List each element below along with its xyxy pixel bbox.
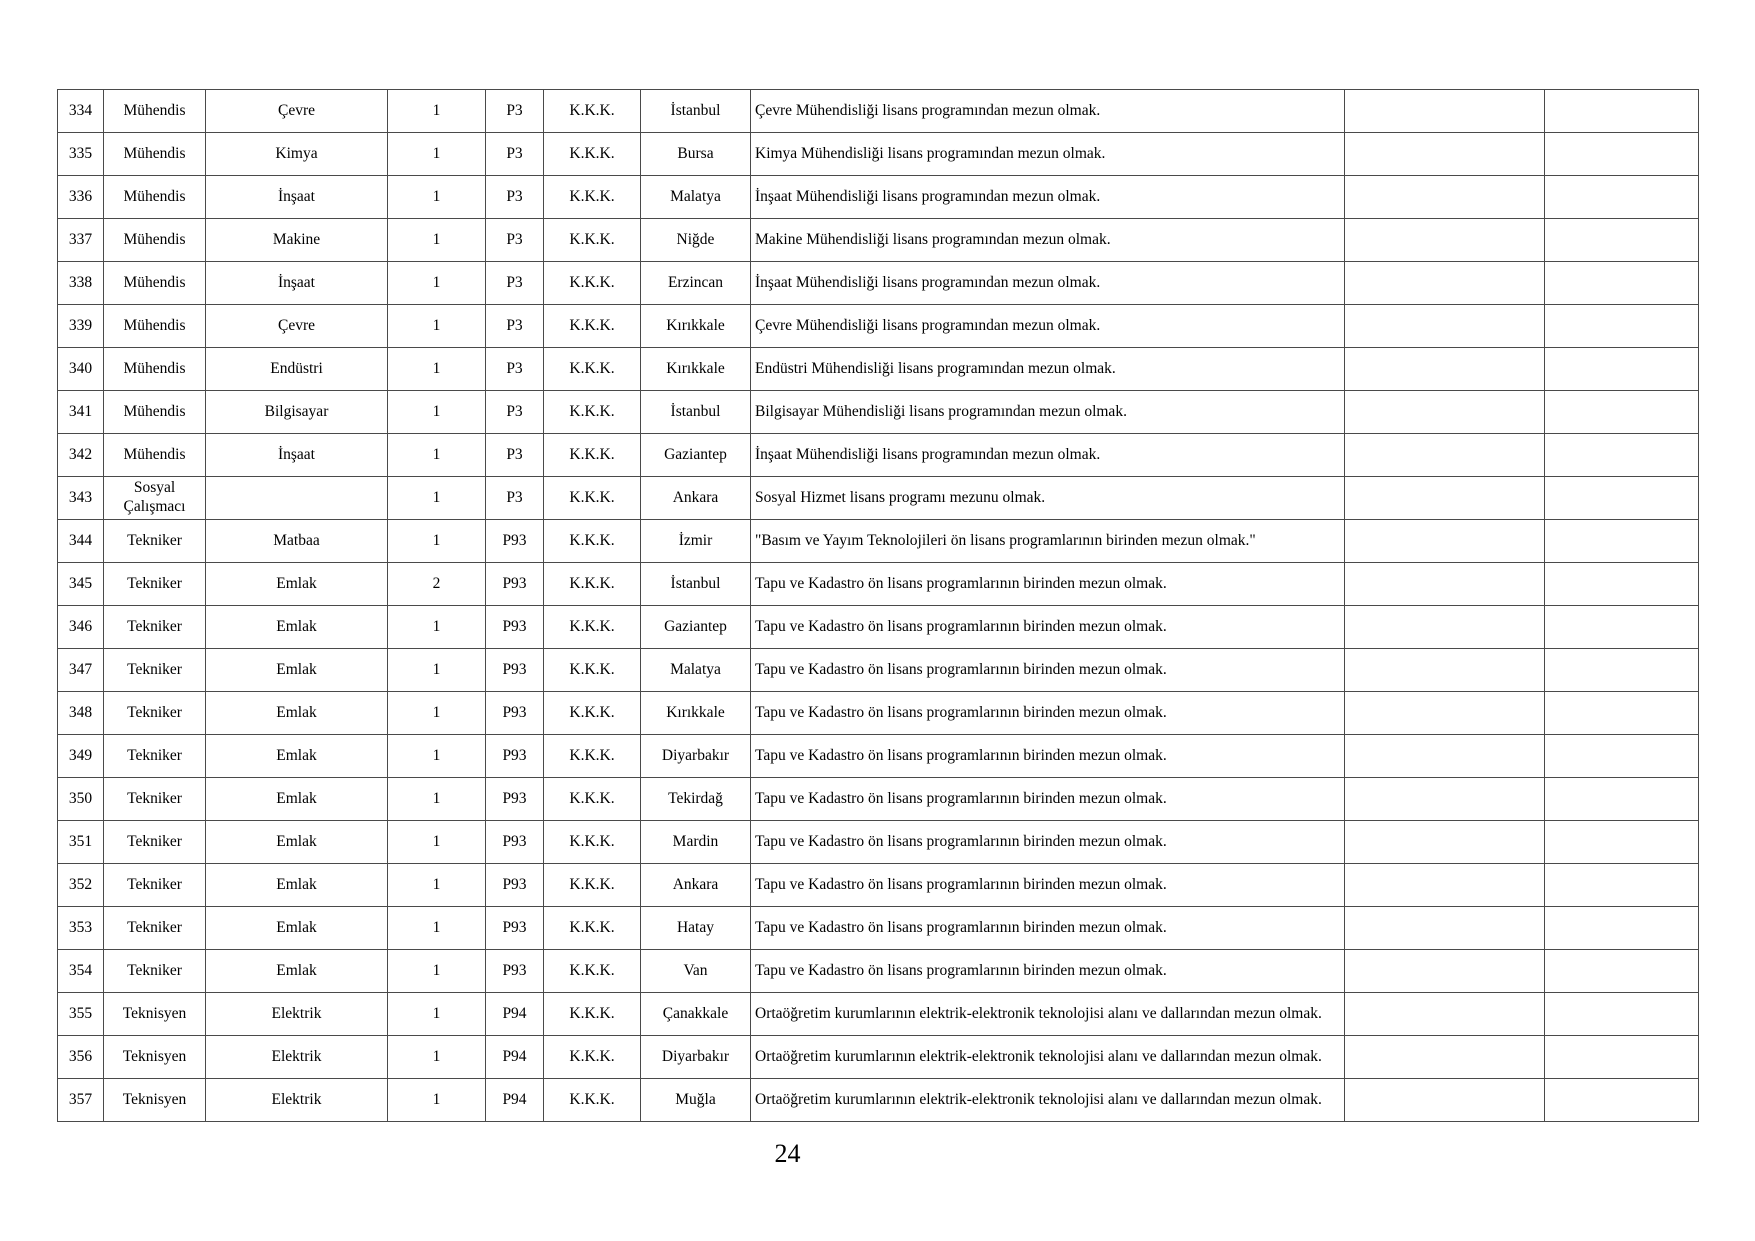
listing-table-container: [57, 89, 1698, 1122]
cell-bos-sutun-2: [1545, 262, 1699, 305]
cell-kurum: K.K.K.: [544, 907, 641, 950]
cell-unvan: Mühendis: [104, 434, 206, 477]
cell-sira-no: 344: [58, 520, 104, 563]
cell-puan-turu: P94: [486, 993, 544, 1036]
cell-sira-no: 351: [58, 821, 104, 864]
cell-aranan-nitelik: Çevre Mühendisliği lisans programından mezun olmak.: [751, 90, 1345, 133]
cell-unvan: Teknisyen: [104, 1036, 206, 1079]
cell-unvan: Tekniker: [104, 950, 206, 993]
cell-aranan-nitelik: Tapu ve Kadastro ön lisans programlarının birinden mezun olmak.: [751, 907, 1345, 950]
cell-adet: 1: [388, 262, 486, 305]
cell-bos-sutun-2: [1545, 305, 1699, 348]
table-row: [58, 391, 1699, 434]
cell-brans: Elektrik: [206, 993, 388, 1036]
cell-puan-turu: P93: [486, 821, 544, 864]
cell-il: Bursa: [641, 133, 751, 176]
cell-brans: Matbaa: [206, 520, 388, 563]
cell-puan-turu: P93: [486, 907, 544, 950]
cell-brans: Emlak: [206, 692, 388, 735]
cell-adet: 1: [388, 821, 486, 864]
cell-brans: Emlak: [206, 606, 388, 649]
cell-il: İzmir: [641, 520, 751, 563]
cell-il: İstanbul: [641, 90, 751, 133]
cell-adet: 1: [388, 1036, 486, 1079]
cell-il: Muğla: [641, 1079, 751, 1122]
cell-puan-turu: P93: [486, 692, 544, 735]
cell-aranan-nitelik: Tapu ve Kadastro ön lisans programlarının birinden mezun olmak.: [751, 649, 1345, 692]
cell-kurum: K.K.K.: [544, 176, 641, 219]
cell-adet: 2: [388, 563, 486, 606]
cell-puan-turu: P3: [486, 176, 544, 219]
cell-bos-sutun-2: [1545, 950, 1699, 993]
cell-bos-sutun-1: [1345, 1079, 1545, 1122]
table-row: [58, 563, 1699, 606]
cell-il: Hatay: [641, 907, 751, 950]
cell-adet: 1: [388, 477, 486, 520]
table-row: [58, 477, 1699, 520]
cell-puan-turu: P3: [486, 219, 544, 262]
table-row: [58, 434, 1699, 477]
cell-aranan-nitelik: Ortaöğretim kurumlarının elektrik-elektronik teknolojisi alanı ve dallarından mezun olmak.: [751, 1079, 1345, 1122]
cell-bos-sutun-1: [1345, 563, 1545, 606]
table-row: [58, 735, 1699, 778]
cell-bos-sutun-2: [1545, 520, 1699, 563]
cell-puan-turu: P94: [486, 1036, 544, 1079]
cell-brans: Emlak: [206, 864, 388, 907]
cell-il: Çanakkale: [641, 993, 751, 1036]
cell-bos-sutun-1: [1345, 692, 1545, 735]
listing-table-body: [58, 90, 1699, 1122]
cell-unvan: Tekniker: [104, 606, 206, 649]
cell-sira-no: 349: [58, 735, 104, 778]
cell-kurum: K.K.K.: [544, 993, 641, 1036]
cell-sira-no: 350: [58, 778, 104, 821]
table-row: [58, 90, 1699, 133]
cell-il: Gaziantep: [641, 434, 751, 477]
cell-unvan: Tekniker: [104, 735, 206, 778]
cell-bos-sutun-2: [1545, 391, 1699, 434]
cell-brans: Emlak: [206, 950, 388, 993]
cell-brans: İnşaat: [206, 262, 388, 305]
table-row: [58, 520, 1699, 563]
cell-adet: 1: [388, 778, 486, 821]
cell-kurum: K.K.K.: [544, 520, 641, 563]
cell-il: İstanbul: [641, 391, 751, 434]
cell-adet: 1: [388, 864, 486, 907]
cell-aranan-nitelik: Tapu ve Kadastro ön lisans programlarının birinden mezun olmak.: [751, 864, 1345, 907]
cell-adet: 1: [388, 735, 486, 778]
cell-sira-no: 354: [58, 950, 104, 993]
table-row: [58, 176, 1699, 219]
table-row: [58, 907, 1699, 950]
cell-sira-no: 347: [58, 649, 104, 692]
cell-puan-turu: P93: [486, 778, 544, 821]
cell-kurum: K.K.K.: [544, 90, 641, 133]
cell-unvan: Tekniker: [104, 649, 206, 692]
cell-kurum: K.K.K.: [544, 434, 641, 477]
cell-sira-no: 348: [58, 692, 104, 735]
cell-brans: Çevre: [206, 90, 388, 133]
cell-kurum: K.K.K.: [544, 606, 641, 649]
cell-il: Malatya: [641, 649, 751, 692]
cell-sira-no: 343: [58, 477, 104, 520]
cell-kurum: K.K.K.: [544, 133, 641, 176]
cell-puan-turu: P93: [486, 520, 544, 563]
cell-adet: 1: [388, 219, 486, 262]
page-number: 24: [774, 1139, 801, 1168]
cell-kurum: K.K.K.: [544, 262, 641, 305]
cell-brans: Emlak: [206, 821, 388, 864]
cell-aranan-nitelik: İnşaat Mühendisliği lisans programından mezun olmak.: [751, 262, 1345, 305]
cell-adet: 1: [388, 692, 486, 735]
table-row: [58, 950, 1699, 993]
cell-bos-sutun-2: [1545, 821, 1699, 864]
cell-bos-sutun-2: [1545, 219, 1699, 262]
cell-unvan: Teknisyen: [104, 1079, 206, 1122]
cell-sira-no: 340: [58, 348, 104, 391]
cell-il: Kırıkkale: [641, 348, 751, 391]
cell-brans: Elektrik: [206, 1079, 388, 1122]
cell-bos-sutun-1: [1345, 993, 1545, 1036]
cell-puan-turu: P93: [486, 864, 544, 907]
cell-adet: 1: [388, 907, 486, 950]
cell-bos-sutun-1: [1345, 133, 1545, 176]
table-row: [58, 262, 1699, 305]
cell-unvan: Mühendis: [104, 219, 206, 262]
cell-bos-sutun-1: [1345, 606, 1545, 649]
cell-bos-sutun-1: [1345, 434, 1545, 477]
cell-aranan-nitelik: Bilgisayar Mühendisliği lisans programından mezun olmak.: [751, 391, 1345, 434]
table-row: [58, 606, 1699, 649]
cell-bos-sutun-1: [1345, 950, 1545, 993]
cell-bos-sutun-2: [1545, 133, 1699, 176]
table-row: [58, 305, 1699, 348]
cell-puan-turu: P93: [486, 606, 544, 649]
cell-sira-no: 336: [58, 176, 104, 219]
cell-il: Ankara: [641, 864, 751, 907]
cell-bos-sutun-1: [1345, 907, 1545, 950]
cell-il: Malatya: [641, 176, 751, 219]
table-row: [58, 993, 1699, 1036]
cell-adet: 1: [388, 520, 486, 563]
cell-aranan-nitelik: Endüstri Mühendisliği lisans programından mezun olmak.: [751, 348, 1345, 391]
cell-aranan-nitelik: "Basım ve Yayım Teknolojileri ön lisans programlarının birinden mezun olmak.": [751, 520, 1345, 563]
cell-aranan-nitelik: Çevre Mühendisliği lisans programından mezun olmak.: [751, 305, 1345, 348]
cell-unvan: Tekniker: [104, 692, 206, 735]
cell-brans: Emlak: [206, 907, 388, 950]
cell-unvan: Mühendis: [104, 348, 206, 391]
cell-bos-sutun-1: [1345, 778, 1545, 821]
cell-sira-no: 356: [58, 1036, 104, 1079]
cell-bos-sutun-2: [1545, 477, 1699, 520]
cell-bos-sutun-2: [1545, 864, 1699, 907]
cell-kurum: K.K.K.: [544, 864, 641, 907]
cell-bos-sutun-2: [1545, 1079, 1699, 1122]
cell-unvan: Tekniker: [104, 907, 206, 950]
cell-adet: 1: [388, 133, 486, 176]
cell-aranan-nitelik: Ortaöğretim kurumlarının elektrik-elektronik teknolojisi alanı ve dallarından mezun olmak.: [751, 993, 1345, 1036]
cell-adet: 1: [388, 176, 486, 219]
cell-bos-sutun-1: [1345, 176, 1545, 219]
table-row: [58, 778, 1699, 821]
cell-il: Gaziantep: [641, 606, 751, 649]
cell-bos-sutun-2: [1545, 692, 1699, 735]
cell-sira-no: 334: [58, 90, 104, 133]
cell-puan-turu: P3: [486, 262, 544, 305]
cell-adet: 1: [388, 993, 486, 1036]
cell-unvan: Tekniker: [104, 778, 206, 821]
cell-brans: İnşaat: [206, 176, 388, 219]
cell-bos-sutun-2: [1545, 90, 1699, 133]
cell-puan-turu: P93: [486, 649, 544, 692]
cell-bos-sutun-2: [1545, 907, 1699, 950]
cell-aranan-nitelik: Tapu ve Kadastro ön lisans programlarının birinden mezun olmak.: [751, 606, 1345, 649]
cell-il: İstanbul: [641, 563, 751, 606]
cell-sira-no: 353: [58, 907, 104, 950]
cell-bos-sutun-1: [1345, 864, 1545, 907]
cell-kurum: K.K.K.: [544, 821, 641, 864]
cell-il: Kırıkkale: [641, 305, 751, 348]
cell-aranan-nitelik: İnşaat Mühendisliği lisans programından mezun olmak.: [751, 176, 1345, 219]
cell-bos-sutun-1: [1345, 821, 1545, 864]
cell-il: Niğde: [641, 219, 751, 262]
cell-unvan: Sosyal Çalışmacı: [104, 477, 206, 520]
cell-il: Ankara: [641, 477, 751, 520]
cell-bos-sutun-2: [1545, 606, 1699, 649]
cell-adet: 1: [388, 606, 486, 649]
cell-aranan-nitelik: Tapu ve Kadastro ön lisans programlarının birinden mezun olmak.: [751, 821, 1345, 864]
cell-kurum: K.K.K.: [544, 391, 641, 434]
cell-adet: 1: [388, 1079, 486, 1122]
cell-kurum: K.K.K.: [544, 348, 641, 391]
cell-sira-no: 355: [58, 993, 104, 1036]
cell-brans: Kimya: [206, 133, 388, 176]
cell-unvan: Mühendis: [104, 391, 206, 434]
cell-puan-turu: P3: [486, 90, 544, 133]
table-row: [58, 348, 1699, 391]
cell-bos-sutun-2: [1545, 778, 1699, 821]
cell-brans: Emlak: [206, 649, 388, 692]
cell-sira-no: 345: [58, 563, 104, 606]
cell-kurum: K.K.K.: [544, 477, 641, 520]
cell-unvan: Mühendis: [104, 305, 206, 348]
cell-aranan-nitelik: Ortaöğretim kurumlarının elektrik-elektronik teknolojisi alanı ve dallarından mezun olmak.: [751, 1036, 1345, 1079]
cell-kurum: K.K.K.: [544, 563, 641, 606]
cell-aranan-nitelik: Tapu ve Kadastro ön lisans programlarının birinden mezun olmak.: [751, 950, 1345, 993]
cell-bos-sutun-1: [1345, 1036, 1545, 1079]
cell-sira-no: 337: [58, 219, 104, 262]
table-row: [58, 133, 1699, 176]
cell-adet: 1: [388, 950, 486, 993]
cell-unvan: Teknisyen: [104, 993, 206, 1036]
cell-sira-no: 341: [58, 391, 104, 434]
cell-brans: Emlak: [206, 563, 388, 606]
cell-unvan: Tekniker: [104, 821, 206, 864]
cell-adet: 1: [388, 391, 486, 434]
cell-kurum: K.K.K.: [544, 1036, 641, 1079]
cell-adet: 1: [388, 305, 486, 348]
cell-bos-sutun-1: [1345, 262, 1545, 305]
cell-aranan-nitelik: İnşaat Mühendisliği lisans programından mezun olmak.: [751, 434, 1345, 477]
cell-puan-turu: P94: [486, 1079, 544, 1122]
cell-sira-no: 342: [58, 434, 104, 477]
cell-brans: Emlak: [206, 735, 388, 778]
cell-sira-no: 339: [58, 305, 104, 348]
cell-aranan-nitelik: Tapu ve Kadastro ön lisans programlarının birinden mezun olmak.: [751, 563, 1345, 606]
table-row: [58, 821, 1699, 864]
cell-il: Erzincan: [641, 262, 751, 305]
cell-il: Mardin: [641, 821, 751, 864]
cell-bos-sutun-2: [1545, 1036, 1699, 1079]
cell-kurum: K.K.K.: [544, 305, 641, 348]
cell-puan-turu: P3: [486, 434, 544, 477]
cell-bos-sutun-1: [1345, 305, 1545, 348]
cell-aranan-nitelik: Makine Mühendisliği lisans programından mezun olmak.: [751, 219, 1345, 262]
cell-puan-turu: P3: [486, 477, 544, 520]
cell-kurum: K.K.K.: [544, 1079, 641, 1122]
cell-unvan: Tekniker: [104, 864, 206, 907]
cell-il: Tekirdağ: [641, 778, 751, 821]
cell-brans: Çevre: [206, 305, 388, 348]
cell-brans: Elektrik: [206, 1036, 388, 1079]
cell-bos-sutun-1: [1345, 90, 1545, 133]
cell-bos-sutun-1: [1345, 348, 1545, 391]
cell-aranan-nitelik: Tapu ve Kadastro ön lisans programlarının birinden mezun olmak.: [751, 735, 1345, 778]
cell-unvan: Mühendis: [104, 90, 206, 133]
cell-bos-sutun-1: [1345, 391, 1545, 434]
cell-brans: Emlak: [206, 778, 388, 821]
cell-adet: 1: [388, 434, 486, 477]
cell-unvan: Mühendis: [104, 133, 206, 176]
cell-aranan-nitelik: Tapu ve Kadastro ön lisans programlarının birinden mezun olmak.: [751, 778, 1345, 821]
cell-brans: [206, 477, 388, 520]
cell-bos-sutun-1: [1345, 219, 1545, 262]
cell-adet: 1: [388, 90, 486, 133]
cell-il: Diyarbakır: [641, 1036, 751, 1079]
cell-puan-turu: P3: [486, 348, 544, 391]
cell-adet: 1: [388, 649, 486, 692]
cell-sira-no: 346: [58, 606, 104, 649]
table-row: [58, 649, 1699, 692]
cell-bos-sutun-2: [1545, 434, 1699, 477]
table-row: [58, 692, 1699, 735]
position-listing-table: [57, 89, 1699, 1122]
cell-kurum: K.K.K.: [544, 219, 641, 262]
cell-adet: 1: [388, 348, 486, 391]
cell-il: Diyarbakır: [641, 735, 751, 778]
cell-bos-sutun-1: [1345, 520, 1545, 563]
cell-kurum: K.K.K.: [544, 950, 641, 993]
cell-puan-turu: P3: [486, 305, 544, 348]
cell-kurum: K.K.K.: [544, 735, 641, 778]
cell-sira-no: 352: [58, 864, 104, 907]
cell-puan-turu: P3: [486, 391, 544, 434]
cell-sira-no: 335: [58, 133, 104, 176]
table-row: [58, 219, 1699, 262]
cell-bos-sutun-2: [1545, 735, 1699, 778]
cell-puan-turu: P3: [486, 133, 544, 176]
cell-brans: İnşaat: [206, 434, 388, 477]
cell-bos-sutun-1: [1345, 477, 1545, 520]
cell-brans: Makine: [206, 219, 388, 262]
cell-aranan-nitelik: Sosyal Hizmet lisans programı mezunu olmak.: [751, 477, 1345, 520]
cell-unvan: Mühendis: [104, 262, 206, 305]
cell-bos-sutun-2: [1545, 176, 1699, 219]
cell-bos-sutun-1: [1345, 649, 1545, 692]
cell-unvan: Mühendis: [104, 176, 206, 219]
cell-sira-no: 357: [58, 1079, 104, 1122]
table-row: [58, 1036, 1699, 1079]
cell-puan-turu: P93: [486, 735, 544, 778]
cell-bos-sutun-2: [1545, 563, 1699, 606]
cell-bos-sutun-2: [1545, 348, 1699, 391]
cell-aranan-nitelik: Kimya Mühendisliği lisans programından mezun olmak.: [751, 133, 1345, 176]
cell-il: Van: [641, 950, 751, 993]
cell-bos-sutun-2: [1545, 993, 1699, 1036]
cell-bos-sutun-1: [1345, 735, 1545, 778]
cell-aranan-nitelik: Tapu ve Kadastro ön lisans programlarının birinden mezun olmak.: [751, 692, 1345, 735]
cell-brans: Bilgisayar: [206, 391, 388, 434]
cell-kurum: K.K.K.: [544, 778, 641, 821]
cell-unvan: Tekniker: [104, 520, 206, 563]
table-row: [58, 864, 1699, 907]
cell-puan-turu: P93: [486, 950, 544, 993]
cell-sira-no: 338: [58, 262, 104, 305]
cell-kurum: K.K.K.: [544, 692, 641, 735]
cell-unvan: Tekniker: [104, 563, 206, 606]
cell-il: Kırıkkale: [641, 692, 751, 735]
table-row: [58, 1079, 1699, 1122]
cell-brans: Endüstri: [206, 348, 388, 391]
cell-puan-turu: P93: [486, 563, 544, 606]
cell-bos-sutun-2: [1545, 649, 1699, 692]
cell-kurum: K.K.K.: [544, 649, 641, 692]
